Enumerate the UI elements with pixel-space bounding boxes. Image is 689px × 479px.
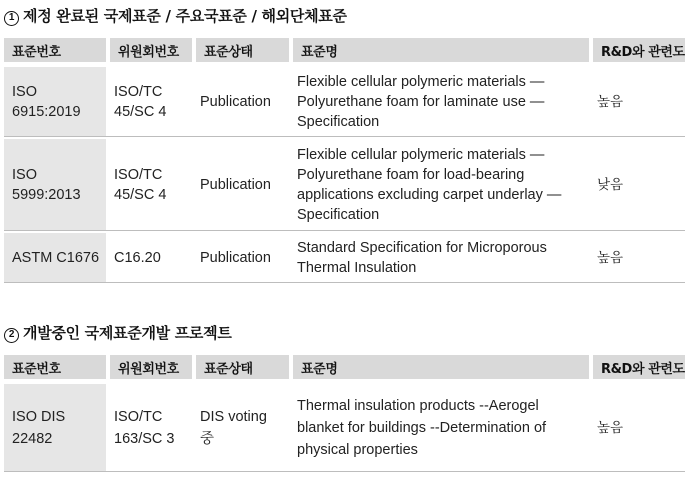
cell-relevance: 낮음 — [589, 137, 685, 231]
cell-committee: ISO/TC 45/SC 4 — [106, 137, 192, 231]
cell-std-name: Standard Specification for Microporous Thermal Insulation — [289, 231, 589, 283]
header-relevance: R&D와 관련도 — [589, 355, 685, 379]
section-1-title — [4, 5, 347, 26]
section-1-title-text: 제정 완료된 국제표준 / 주요국표준 / 해외단체표준 — [23, 7, 347, 25]
cell-std-name: Flexible cellular polymeric materials — Polyurethane foam for laminate use — Specification — [289, 65, 589, 137]
cell-std-no: ISO 5999:2013 — [4, 137, 106, 231]
cell-relevance: 높음 — [589, 382, 685, 472]
table-row — [4, 65, 685, 137]
cell-status: Publication — [192, 137, 289, 231]
developing-standards-table — [4, 355, 685, 472]
cell-status: Publication — [192, 65, 289, 137]
table-row — [4, 382, 685, 472]
circled-number-2: 2 — [4, 328, 19, 343]
circled-number-1: 1 — [4, 11, 19, 26]
header-std-no: 표준번호 — [4, 355, 106, 379]
published-standards-table — [4, 38, 685, 283]
cell-std-no: ASTM C1676 — [4, 231, 106, 283]
cell-std-no: ISO 6915:2019 — [4, 65, 106, 137]
header-std-name: 표준명 — [289, 38, 589, 62]
cell-status: DIS voting 중 — [192, 382, 289, 472]
header-std-no: 표준번호 — [4, 38, 106, 62]
cell-relevance: 높음 — [589, 231, 685, 283]
table-row — [4, 137, 685, 231]
cell-std-no: ISO DIS 22482 — [4, 382, 106, 472]
header-relevance: R&D와 관련도 — [589, 38, 685, 62]
cell-std-name: Flexible cellular polymeric materials — Polyurethane foam for load-bearing applications excluding carpet underlay — Specification — [289, 137, 589, 231]
cell-status: Publication — [192, 231, 289, 283]
header-status: 표준상태 — [192, 38, 289, 62]
header-std-name: 표준명 — [289, 355, 589, 379]
table-header-row — [4, 38, 685, 62]
header-committee: 위원회번호 — [106, 355, 192, 379]
cell-std-name: Thermal insulation products --Aerogel blanket for buildings --Determination of physical properties — [289, 382, 589, 472]
section-2-title-text: 개발중인 국제표준개발 프로젝트 — [23, 324, 232, 342]
table-row — [4, 231, 685, 283]
cell-committee: ISO/TC 45/SC 4 — [106, 65, 192, 137]
header-committee: 위원회번호 — [106, 38, 192, 62]
section-2-title — [4, 322, 232, 343]
table-header-row — [4, 355, 685, 379]
cell-committee: ISO/TC 163/SC 3 — [106, 382, 192, 472]
cell-relevance: 높음 — [589, 65, 685, 137]
header-status: 표준상태 — [192, 355, 289, 379]
cell-committee: C16.20 — [106, 231, 192, 283]
